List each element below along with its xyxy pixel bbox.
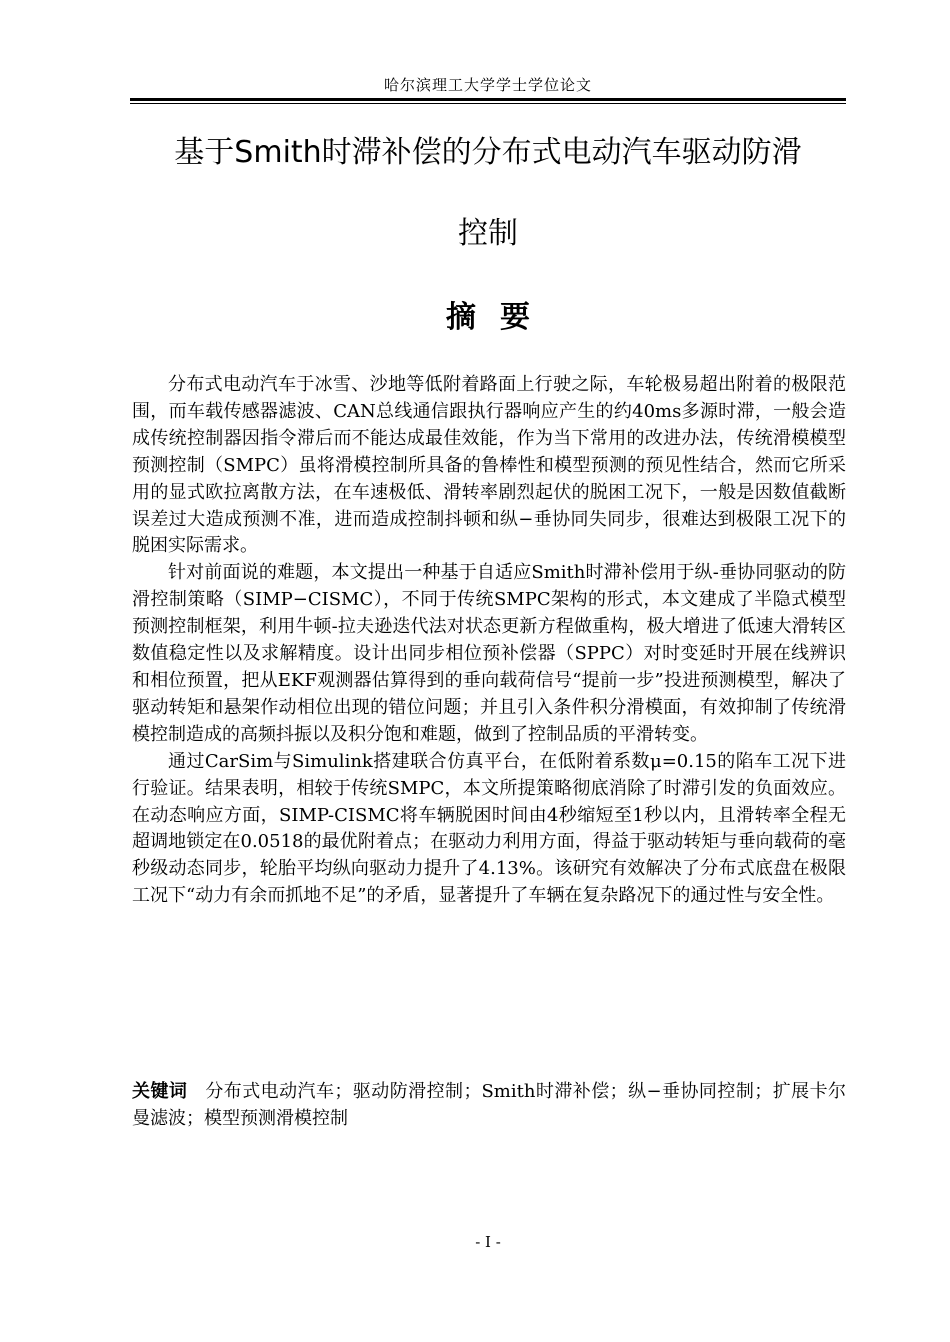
abstract-paragraph-1: 分布式电动汽车于冰雪、沙地等低附着路面上行驶之际，车轮极易超出附着的极限范围，而车载传感器滤波、CAN总线通信跟执行器响应产生的约40ms多源时滞，一般会造成传统控制器因指令滞后而不能达成最佳效能，作为当下常用的改进办法，传统滑模模型预测控制（SMPC）虽将滑模控制所具备的鲁棒性和模型预测的预见性结合，然而它所采用的显式欧拉离散方法，在车速极低、滑转率剧烈起伏的脱困工况下，一般是因数值截断误差过大造成预测不准，进而造成控制抖顿和纵−垂协同失同步，很难达到极限工况下的脱困实际需求。: [132, 374, 846, 557]
keywords-text: 分布式电动汽车；驱动防滑控制；Smith时滞补偿；纵−垂协同控制；扩展卡尔曼滤波；模型预测滑模控制: [132, 1081, 847, 1129]
abstract-paragraph-3: 通过CarSim与Simulink搭建联合仿真平台，在低附着系数μ=0.15的陷车工况下进行验证。结果表明，相较于传统SMPC，本文所提策略彻底消除了时滞引发的负面效应。在动态响应方面，SIMP-CISMC将车辆脱困时间由4秒缩短至1秒以内，且滑转率全程无超调地锁定在0.0518的最优附着点；在驱动力利用方面，得益于驱动转矩与垂向载荷的毫秒级动态同步，轮胎平均纵向驱动力提升了4.13%。该研究有效解决了分布式底盘在极限工况下“动力有余而抓地不足”的矛盾，显著提升了车辆在复杂路况下的通过性与安全性。: [132, 750, 846, 907]
thesis-title-line-1: 基于Smith时滞补偿的分布式电动汽车驱动防滑: [174, 135, 802, 170]
abstract-heading: 摘要: [446, 300, 554, 335]
keywords-block: [132, 1078, 846, 1132]
running-header: 哈尔滨理工大学学士学位论文: [383, 76, 592, 94]
abstract-body: [132, 372, 846, 910]
thesis-title-line-2: 控制: [458, 216, 518, 251]
header-rule-thick: [130, 98, 846, 101]
header-rule-thin: [130, 103, 846, 104]
keywords-label: 关键词: [132, 1081, 188, 1102]
page-number: - I -: [475, 1233, 501, 1251]
abstract-paragraph-2: 针对前面说的难题，本文提出一种基于自适应Smith时滞补偿用于纵-垂协同驱动的防滑控制策略（SIMP−CISMC），不同于传统SMPC架构的形式，本文建成了半隐式模型预测控制框架，利用牛顿-拉夫逊迭代法对状态更新方程做重构，极大增进了低速大滑转区数值稳定性以及求解精度。设计出同步相位预补偿器（SPPC）对时变延时开展在线辨识和相位预置，把从EKF观测器估算得到的垂向载荷信号“提前一步”投进预测模型，解决了驱动转矩和悬架作动相位出现的错位问题；并且引入条件积分滑模面，有效抑制了传统滑模控制造成的高频抖振以及积分饱和难题，做到了控制品质的平滑转变。: [132, 562, 846, 745]
